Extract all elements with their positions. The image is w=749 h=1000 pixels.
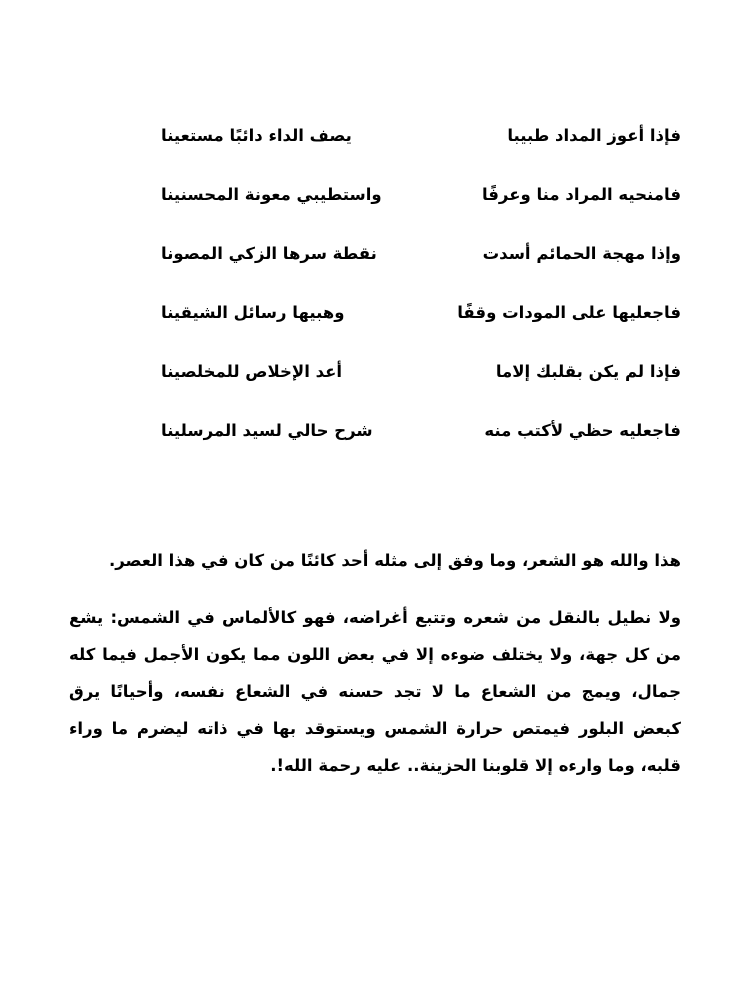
prose-paragraph-1: هذا والله هو الشعر، وما وفق إلى مثله أحد كائنًا من كان في هذا العصر. <box>108 551 681 570</box>
poem-verse <box>161 118 681 177</box>
verse-first-hemistich: فامنحيه المراد منا وعرفًا <box>481 185 681 204</box>
poem-verse <box>161 177 681 236</box>
verse-first-hemistich: فإذا أعوز المداد طبيبا <box>507 126 681 145</box>
verse-first-hemistich: فاجعليه حظي لأكتب منه <box>484 421 681 440</box>
verse-second-hemistich: يصف الداء دائبًا مستعينا <box>161 126 352 145</box>
poem-verse <box>161 354 681 413</box>
prose-commentary <box>69 542 681 784</box>
poem-verse <box>161 413 681 472</box>
poem <box>161 118 681 472</box>
poem-verse <box>161 236 681 295</box>
verse-second-hemistich: وهبيها رسائل الشيقينا <box>161 303 345 322</box>
verse-second-hemistich: شرح حالي لسيد المرسلينا <box>161 421 373 440</box>
verse-second-hemistich: أعد الإخلاص للمخلصينا <box>161 362 343 381</box>
verse-second-hemistich: واستطيبي معونة المحسنينا <box>161 185 382 204</box>
prose-paragraph-2: ولا نطيل بالنقل من شعره وتتبع أغراضه، فهو كالألماس في الشمس: يشع من كل جهة، ولا يختلف ضوءه إلا في بعض اللون مما يكون الأجمل فيما كله جمال، ويمج من الشعاع ما لا تجد حسنه في الشعاع نفسه، وأحيانًا يرق كبعض البلور فيمتص حرارة الشمس ويستوقد بها في ذاته ليضرم ما وراء قلبه، وما وارءه إلا قلوبنا الحزينة.. عليه رحمة الله!. <box>69 608 681 775</box>
verse-first-hemistich: وإذا مهجة الحمائم أسدت <box>482 244 681 263</box>
verse-first-hemistich: فإذا لم يكن بقلبك إلاما <box>495 362 681 381</box>
verse-first-hemistich: فاجعليها على المودات وقفًا <box>457 303 681 322</box>
poem-verse <box>161 295 681 354</box>
verse-second-hemistich: نقطة سرها الزكي المصونا <box>161 244 377 263</box>
